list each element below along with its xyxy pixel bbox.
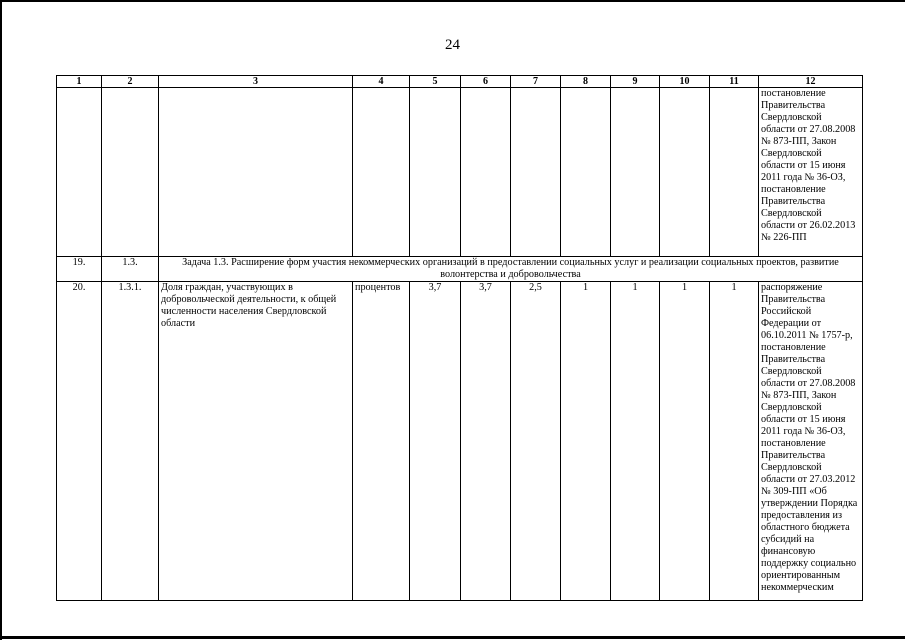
table-cell	[561, 88, 611, 257]
value-cell: 1	[710, 282, 759, 601]
legal-basis-line: № 309-ПП «Об	[761, 486, 827, 497]
header-cell: 4	[353, 76, 410, 88]
table-cell	[611, 88, 660, 257]
legal-basis-line: области от 27.03.2012	[761, 474, 856, 485]
legal-basis-line: области от 15 июня	[761, 414, 846, 425]
value-cell: 3,7	[410, 282, 461, 601]
table-row-continued	[57, 88, 863, 257]
page-number: 24	[445, 37, 460, 53]
header-cell: 9	[611, 76, 660, 88]
legal-basis-line: Правительства	[761, 450, 826, 461]
legal-basis-line: ориентированным	[761, 570, 841, 581]
scan-border-left	[0, 0, 2, 640]
legal-basis-line: постановление	[761, 438, 826, 449]
row-code: 1.3.	[102, 257, 159, 282]
program-indicators-table	[56, 75, 863, 601]
header-cell: 12	[759, 76, 863, 88]
legal-basis-line: некоммерческим	[761, 582, 834, 593]
legal-basis-line: Свердловской	[761, 112, 822, 123]
table-row-indicator	[57, 282, 863, 601]
legal-basis-line: Правительства	[761, 294, 826, 305]
legal-basis-line: поддержку социально	[761, 558, 857, 569]
legal-basis-line: области от 26.02.2013	[761, 220, 856, 231]
legal-basis-line: 2011 года № 36-ОЗ,	[761, 172, 846, 183]
legal-basis-line: постановление	[761, 342, 826, 353]
table-cell	[410, 88, 461, 257]
table-cell	[710, 88, 759, 257]
header-cell: 1	[57, 76, 102, 88]
legal-basis-line: Правительства	[761, 196, 826, 207]
row-code: 1.3.1.	[102, 282, 159, 601]
legal-basis-line: постановление	[761, 184, 826, 195]
scan-border-bottom	[0, 636, 905, 639]
header-cell: 11	[710, 76, 759, 88]
unit-cell: процентов	[353, 282, 410, 601]
row-number: 19.	[57, 257, 102, 282]
legal-basis-line: распоряжение	[761, 282, 823, 293]
table-cell	[461, 88, 511, 257]
legal-basis-line: постановление	[761, 88, 826, 99]
table-cell	[57, 88, 102, 257]
value-cell: 1	[660, 282, 710, 601]
indicator-name: Доля граждан, участвующих в добровольческой деятельности, к общей численности населения Свердловской области	[159, 282, 353, 601]
legal-basis-line: области от 27.08.2008	[761, 378, 856, 389]
table-cell	[159, 88, 353, 257]
table-cell	[353, 88, 410, 257]
legal-basis-line: Свердловской	[761, 462, 822, 473]
header-cell: 6	[461, 76, 511, 88]
header-cell: 8	[561, 76, 611, 88]
legal-basis-cell	[759, 282, 863, 601]
header-cell: 3	[159, 76, 353, 88]
table-cell	[511, 88, 561, 257]
table-row-task	[57, 257, 863, 282]
legal-basis-line: № 873-ПП, Закон	[761, 390, 837, 401]
value-cell: 1	[611, 282, 660, 601]
task-heading: Задача 1.3. Расширение форм участия некоммерческих организаций в предоставлении социальных услуг и реализации социальных проектов, развитие волонтерства и добровольчества	[159, 257, 863, 282]
legal-basis-line: предоставления из	[761, 510, 842, 521]
legal-basis-line: 06.10.2011 № 1757-р,	[761, 330, 853, 341]
legal-basis-line: Свердловской	[761, 208, 822, 219]
legal-basis-line: области от 15 июня	[761, 160, 846, 171]
legal-basis-line: № 873-ПП, Закон	[761, 136, 837, 147]
legal-basis-line: Правительства	[761, 354, 826, 365]
legal-basis-line: финансовую	[761, 546, 816, 557]
value-cell: 3,7	[461, 282, 511, 601]
legal-basis-line: Правительства	[761, 100, 826, 111]
table-cell	[660, 88, 710, 257]
legal-basis-line: субсидий на	[761, 534, 815, 545]
table-header-row	[57, 76, 863, 88]
legal-basis-line: № 226-ПП	[761, 232, 807, 243]
row-number: 20.	[57, 282, 102, 601]
value-cell: 2,5	[511, 282, 561, 601]
legal-basis-line: Свердловской	[761, 366, 822, 377]
legal-basis-line: утверждении Порядка	[761, 498, 858, 509]
header-cell: 2	[102, 76, 159, 88]
legal-basis-line: Свердловской	[761, 402, 822, 413]
legal-basis-line: Федерации от	[761, 318, 822, 329]
legal-basis-line: 2011 года № 36-ОЗ,	[761, 426, 846, 437]
legal-basis-line: области от 27.08.2008	[761, 124, 856, 135]
header-cell: 10	[660, 76, 710, 88]
header-cell: 7	[511, 76, 561, 88]
legal-basis-line: областного бюджета	[761, 522, 850, 533]
value-cell: 1	[561, 282, 611, 601]
legal-basis-line: Российской	[761, 306, 812, 317]
scan-border-top	[0, 0, 905, 2]
header-cell: 5	[410, 76, 461, 88]
legal-basis-cell	[759, 88, 863, 257]
legal-basis-line: Свердловской	[761, 148, 822, 159]
table-cell	[102, 88, 159, 257]
